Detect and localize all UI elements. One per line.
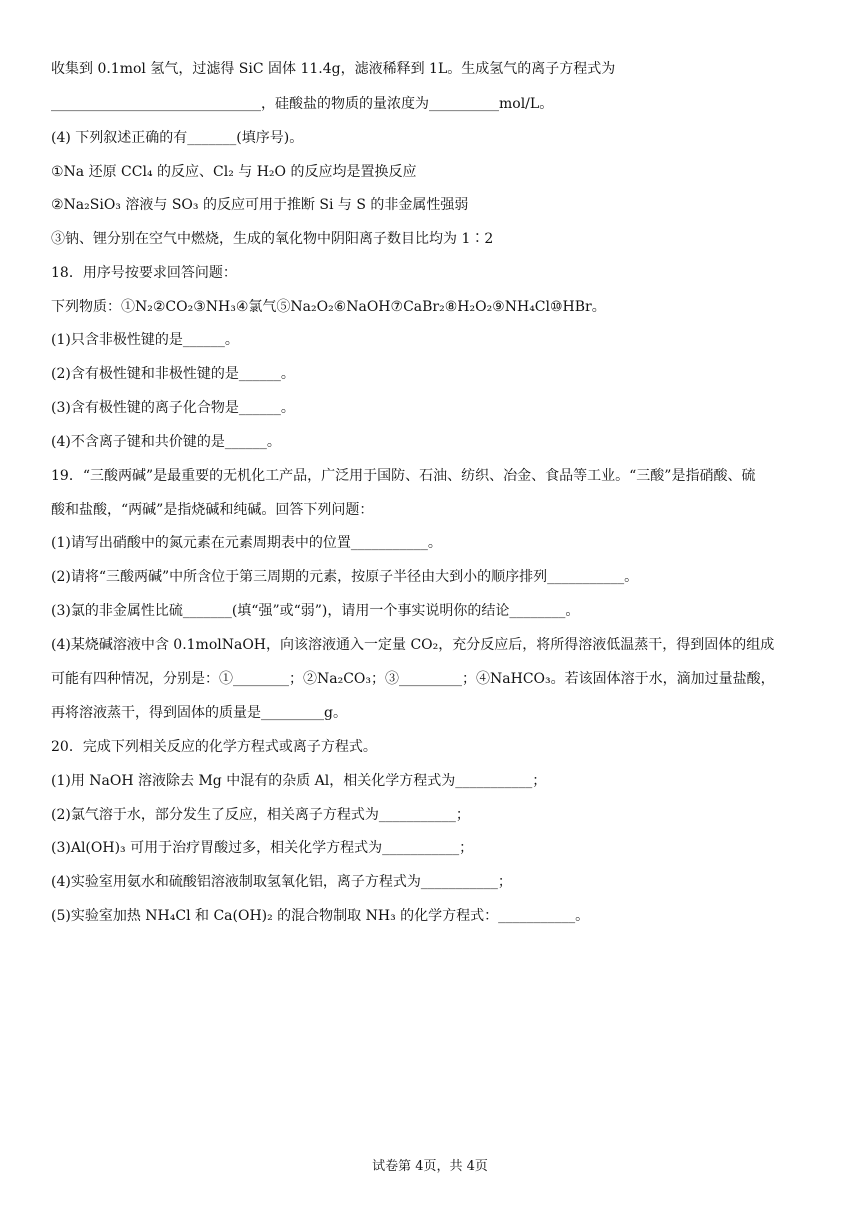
- question-18-substances: 下列物质：①N₂②CO₂③NH₃④氯气⑤Na₂O₂⑥NaOH⑦CaBr₂⑧H₂O₂⑨NH₄Cl⑩HBr。: [51, 299, 606, 315]
- question-19-part4-line3: 再将溶液蒸干，得到固体的质量是_________g。: [51, 705, 347, 721]
- text-line-q17-4: (4) 下列叙述正确的有_______(填序号)。: [51, 130, 304, 146]
- question-19-intro-1: 19．“三酸两碱”是最重要的无机化工产品，广泛用于国防、石油、纺织、冶金、食品等工业。“三酸”是指硝酸、硫: [51, 468, 756, 484]
- question-20-title: 20．完成下列相关反应的化学方程式或离子方程式。: [51, 739, 377, 755]
- text-line-q17-4-opt3: ③钠、锂分别在空气中燃烧，生成的氧化物中阴阳离子数目比均为 1∶2: [51, 231, 494, 247]
- question-20-part1: (1)用 NaOH 溶液除去 Mg 中混有的杂质 Al，相关化学方程式为___________；: [51, 773, 547, 789]
- question-20-part2: (2)氯气溶于水，部分发生了反应，相关离子方程式为___________；: [51, 807, 470, 823]
- text-line-q17-4-opt2: ②Na₂SiO₃ 溶液与 SO₃ 的反应可用于推断 Si 与 S 的非金属性强弱: [51, 197, 469, 213]
- question-20-part3: (3)Al(OH)₃ 可用于治疗胃酸过多，相关化学方程式为___________；: [51, 840, 474, 856]
- question-18-title: 18．用序号按要求回答问题：: [51, 265, 237, 281]
- page-footer: 试卷第 4页，共 4页: [372, 1159, 488, 1174]
- question-18-part1: (1)只含非极性键的是______。: [51, 332, 239, 348]
- question-18-part2: (2)含有极性键和非极性键的是______。: [51, 366, 295, 382]
- question-19-part4-line1: (4)某烧碱溶液中含 0.1molNaOH，向该溶液通入一定量 CO₂，充分反应后，将所得溶液低温蒸干，得到固体的组成: [51, 637, 775, 653]
- question-20-part4: (4)实验室用氨水和硫酸铝溶液制取氢氧化铝，离子方程式为___________；: [51, 874, 512, 890]
- question-18-part3: (3)含有极性键的离子化合物是______。: [51, 400, 295, 416]
- question-19-intro-2: 酸和盐酸，“两碱”是指烧碱和纯碱。回答下列问题：: [51, 502, 374, 518]
- question-20-part5: (5)实验室加热 NH₄Cl 和 Ca(OH)₂ 的混合物制取 NH₃ 的化学方程式：___________。: [51, 908, 590, 924]
- question-19-part2: (2)请将“三酸两碱”中所含位于第三周期的元素，按原子半径由大到小的顺序排列___________。: [51, 569, 639, 585]
- text-line-q17-cont-2: ______________________________，硅酸盐的物质的量浓度为__________mol/L。: [51, 96, 554, 112]
- text-line-q17-4-opt1: ①Na 还原 CCl₄ 的反应、Cl₂ 与 H₂O 的反应均是置换反应: [51, 164, 417, 180]
- question-19-part4-line2: 可能有四种情况，分别是：①________；②Na₂CO₃；③_________；④NaHCO₃。若该固体溶于水，滴加过量盐酸，: [51, 671, 775, 687]
- text-line-q17-cont-1: 收集到 0.1mol 氢气，过滤得 SiC 固体 11.4g，滤液稀释到 1L。生成氢气的离子方程式为: [51, 61, 616, 77]
- question-19-part3: (3)氯的非金属性比硫_______(填“强”或“弱”)，请用一个事实说明你的结论________。: [51, 603, 580, 619]
- question-19-part1: (1)请写出硝酸中的氮元素在元素周期表中的位置___________。: [51, 535, 442, 551]
- question-18-part4: (4)不含离子键和共价键的是______。: [51, 434, 281, 450]
